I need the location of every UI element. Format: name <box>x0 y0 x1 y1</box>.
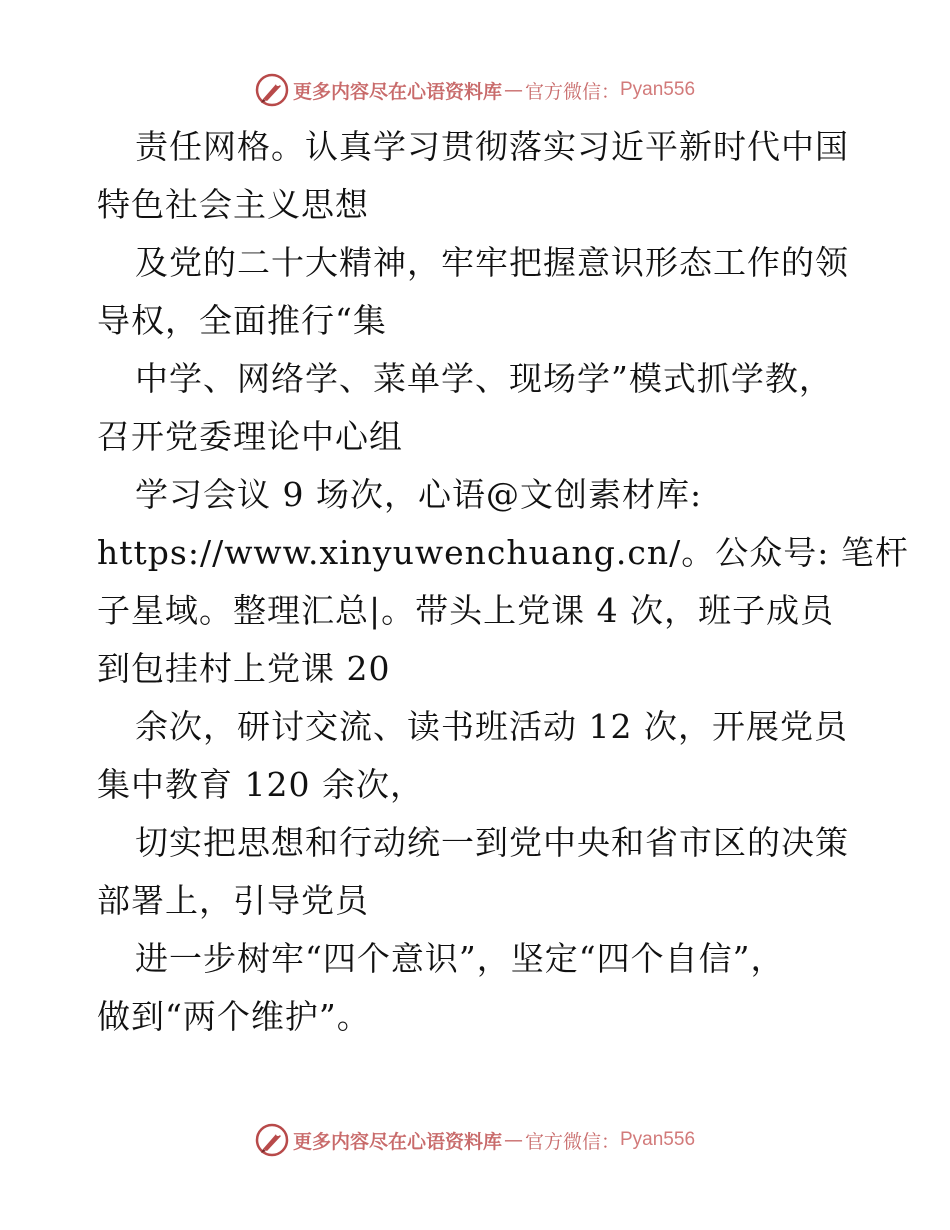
body-line: 中学、网络学、菜单学、现场学”模式抓学教， <box>135 359 833 398</box>
body-line: 部署上，引导党员 <box>97 881 369 920</box>
pen-logo-icon <box>255 73 289 107</box>
pen-logo-icon <box>255 1123 289 1157</box>
banner-wechat-id: Pyan556 <box>620 1129 696 1150</box>
banner-main-text: 更多内容尽在心语资料库 <box>292 80 502 103</box>
body-line: 学习会议 9 场次，心语@文创素材库: <box>135 475 703 514</box>
body-line: 进一步树牢“四个意识”，坚定“四个自信”， <box>135 939 785 978</box>
body-line: 切实把思想和行动统一到党中央和省市区的决策 <box>135 823 849 862</box>
body-line: 导权，全面推行“集 <box>97 301 387 340</box>
body-line: 子星域。整理汇总|。带头上党课 4 次，班子成员 <box>97 591 835 630</box>
banner-separator: — <box>503 1129 523 1151</box>
banner-official-label: 官方微信： <box>524 1130 620 1153</box>
document-body <box>97 118 909 1046</box>
body-line: 责任网格。认真学习贯彻落实习近平新时代中国 <box>135 127 849 166</box>
banner-main-text: 更多内容尽在心语资料库 <box>292 1130 502 1153</box>
banner-separator: — <box>503 79 523 101</box>
body-line: 特色社会主义思想 <box>97 185 369 224</box>
header-banner <box>0 70 950 110</box>
body-line: 到包挂村上党课 20 <box>97 649 391 688</box>
body-line: 做到“两个维护”。 <box>97 997 371 1036</box>
body-line: 余次，研讨交流、读书班活动 12 次，开展党员 <box>135 707 848 746</box>
body-line: 集中教育 120 余次， <box>97 765 424 804</box>
banner-wechat-id: Pyan556 <box>620 79 696 100</box>
body-line: 及党的二十大精神，牢牢把握意识形态工作的领 <box>135 243 849 282</box>
footer-banner <box>0 1120 950 1160</box>
banner-official-label: 官方微信： <box>524 80 620 103</box>
body-line: https://www.xinyuwenchuang.cn/。公众号: 笔杆 <box>97 533 909 572</box>
body-line: 召开党委理论中心组 <box>97 417 403 456</box>
